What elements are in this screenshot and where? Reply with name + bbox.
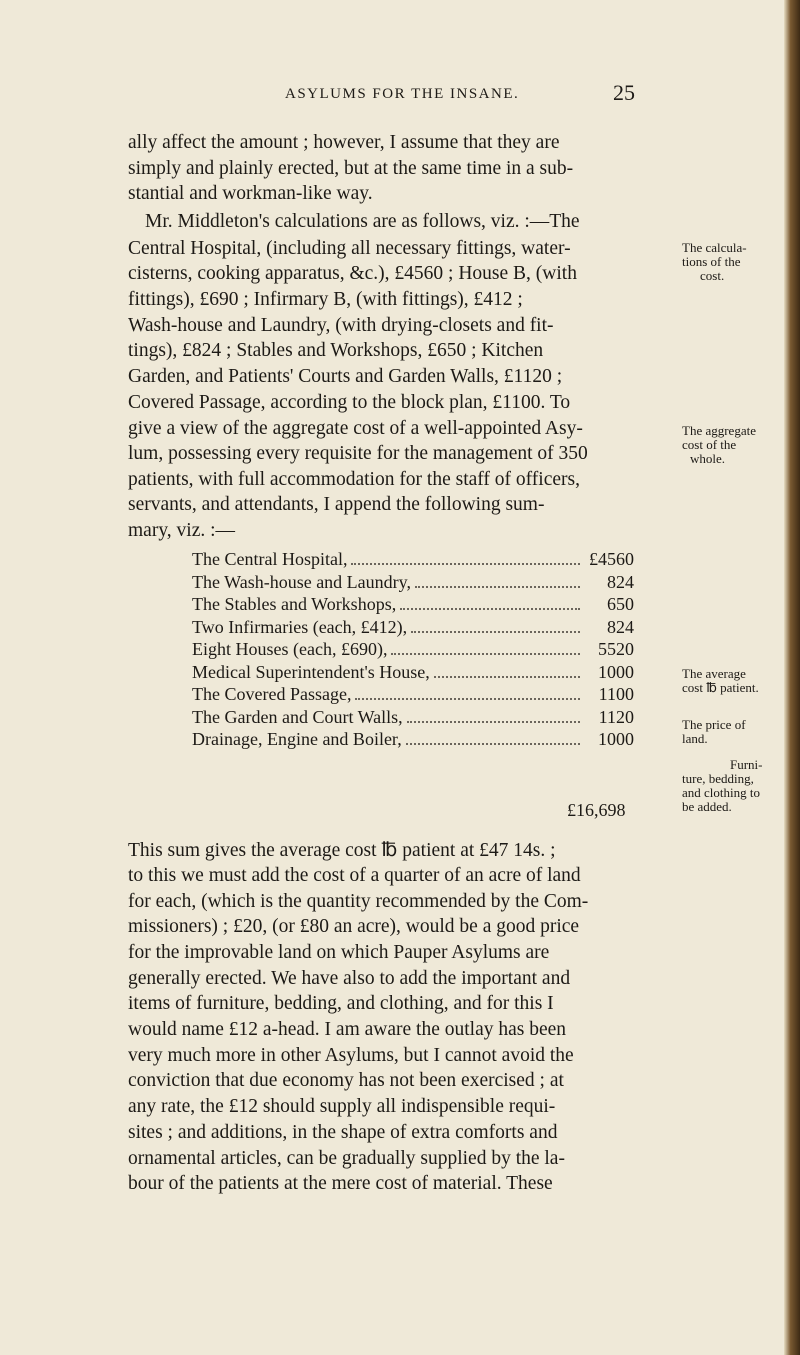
text-line: fittings), £690 ; Infirmary B, (with fittings), £412 ;	[128, 289, 523, 310]
page-header	[0, 80, 800, 114]
row-amount: 824	[607, 616, 634, 637]
table-row	[192, 548, 634, 571]
text-line: very much more in other Asylums, but I cannot avoid the	[128, 1045, 574, 1066]
text-line: stantial and workman-like way.	[128, 183, 373, 204]
text-line: sites ; and additions, in the shape of extra comforts and	[128, 1122, 558, 1143]
text-line: Wash-house and Laundry, (with drying-closets and fit-	[128, 315, 554, 336]
text-line: This sum gives the average cost ℔ patient at £47 14s. ;	[128, 840, 556, 861]
row-amount: 650	[607, 594, 634, 614]
row-label: The Wash-house and Laundry,	[192, 571, 411, 592]
table-row	[192, 638, 634, 661]
text-line: ornamental articles, can be gradually supplied by the la-	[128, 1148, 565, 1169]
table-row	[192, 593, 634, 616]
page-number: 25	[613, 80, 635, 105]
row-amount: £4560	[589, 549, 634, 569]
row-amount: 5520	[598, 639, 634, 659]
text-line: patients, with full accommodation for the staff of officers,	[128, 469, 580, 490]
row-amount: 1000	[598, 661, 634, 682]
text-line: any rate, the £12 should supply all indispensible requi-	[128, 1096, 556, 1117]
text-line: give a view of the aggregate cost of a well-appointed Asy-	[128, 418, 583, 439]
table-row	[192, 661, 634, 684]
text-line: Mr. Middleton's calculations are as follows, viz. :—The	[145, 211, 580, 232]
text-line: items of furniture, bedding, and clothing, and for this I	[128, 993, 554, 1014]
table-row	[192, 683, 634, 706]
text-line: Central Hospital, (including all necessary fittings, water-	[128, 238, 571, 259]
text-line: missioners) ; £20, (or £80 an acre), would be a good price	[128, 916, 580, 937]
book-binding-edge	[784, 0, 800, 1355]
text-line: generally erected. We have also to add the important and	[128, 968, 571, 989]
text-line: conviction that due economy has not been exercised ; at	[128, 1070, 564, 1091]
row-label: The Garden and Court Walls,	[192, 706, 403, 727]
text-line: lum, possessing every requisite for the management of 350	[128, 443, 588, 464]
row-label: The Covered Passage,	[192, 684, 352, 704]
table-row	[192, 728, 634, 751]
row-label: Two Infirmaries (each, £412),	[192, 616, 408, 637]
row-amount: 1100	[598, 684, 634, 704]
text-line: Garden, and Patients' Courts and Garden Walls, £1120 ;	[128, 366, 563, 387]
text-line: servants, and attendants, I append the following sum-	[128, 494, 545, 515]
row-label: The Central Hospital,	[192, 549, 348, 569]
text-line: ally affect the amount ; however, I assume that they are	[128, 132, 560, 153]
row-label: Eight Houses (each, £690),	[192, 639, 388, 659]
text-line: to this we must add the cost of a quarter of an acre of land	[128, 865, 581, 886]
running-head: ASYLUMS FOR THE INSANE.	[285, 86, 520, 102]
cost-summary-table	[192, 548, 634, 751]
row-amount: 1120	[598, 706, 634, 727]
text-line: simply and plainly erected, but at the same time in a sub-	[128, 158, 574, 179]
table-row	[192, 571, 634, 594]
table-total: £16,698	[567, 800, 626, 820]
table-row	[192, 706, 634, 729]
table-row	[192, 616, 634, 639]
text-line: tings), £824 ; Stables and Workshops, £650 ; Kitchen	[128, 340, 544, 361]
row-label: Drainage, Engine and Boiler,	[192, 729, 402, 749]
row-label: The Stables and Workshops,	[192, 594, 397, 614]
row-amount: 1000	[598, 729, 634, 749]
text-line: for the improvable land on which Pauper Asylums are	[128, 942, 550, 963]
text-line: mary, viz. :—	[128, 520, 236, 541]
row-label: Medical Superintendent's House,	[192, 661, 430, 682]
text-line: for each, (which is the quantity recommended by the Com-	[128, 891, 589, 912]
text-line: cisterns, cooking apparatus, &c.), £4560 ; House B, (with	[128, 263, 577, 284]
book-page: ASYLUMS FOR THE INSANE. 25 ally affect the amount ; however, I assume that they are simply and plainly erected, but at the same time in a sub- stantial and workman-like way. Mr. Middleton's calculations are as follows, viz. :—The Central Hospital, (including all necessary fittings, water- cisterns, cooking apparatus, &c.), £4560 ; House B, (with fittings), £690 ; Infirmary B, (with fittings), £412 ; Wash-house and Laundry, (with drying-closets and fit- tings), £824 ; Stables and Workshops, £650 ; Kitchen Garden, and Patients' Courts and Garden Walls, £1120 ; Covered Passage, according to the block plan, £1100. To give a view of the aggregate cost of a well-appointed Asy- lum, possessing every requisite for the management of 350 patients, with full accommodation for the staff of officers, servants, and attendants, I append the following sum- mary, viz. :— The calcula- tions of the cost. The aggregate cost of the whole. The average cost ℔ patient. The price of land. Furni- ture, bedding, and clothing to be added. The Central Hospital, £4560 The Wash-house and Laundry, 824 The Stables and Workshops, 650 Two Infirmaries (each, £412), 824 Eight Houses (each, £690), 5520 Medical Superintendent's House, 1000 The Covered Passage, 1100 The Garden and Court Walls, 1120 Drainage, Engine and Boiler, 1000 £16,698 This sum gives the average cost ℔ patient at £47 14s. ; to this we must add the cost of a quarter of an acre of land for each, (which is the quantity recommended by the Com- missioners) ; £20, (or £80 an acre), would be a good price for the improvable land on which Pauper Asylums are generally erected. We have also to add the important and items of furniture, bedding, and clothing, and for this I would name £12 a-head. I am aware the outlay has been very much more in other Asylums, but I cannot avoid the conviction that due economy has not been exercised ; at any rate, the £12 should supply all indispensible requi- sites ; and additions, in the shape of extra comforts and ornamental articles, can be gradually supplied by the la- bour of the patients at the mere cost of material. These	[0, 0, 800, 1355]
text-line: bour of the patients at the mere cost of material. These	[128, 1173, 553, 1194]
text-line: Covered Passage, according to the block plan, £1100. To	[128, 392, 571, 413]
text-line: would name £12 a-head. I am aware the outlay has been	[128, 1019, 567, 1040]
row-amount: 824	[607, 571, 634, 592]
